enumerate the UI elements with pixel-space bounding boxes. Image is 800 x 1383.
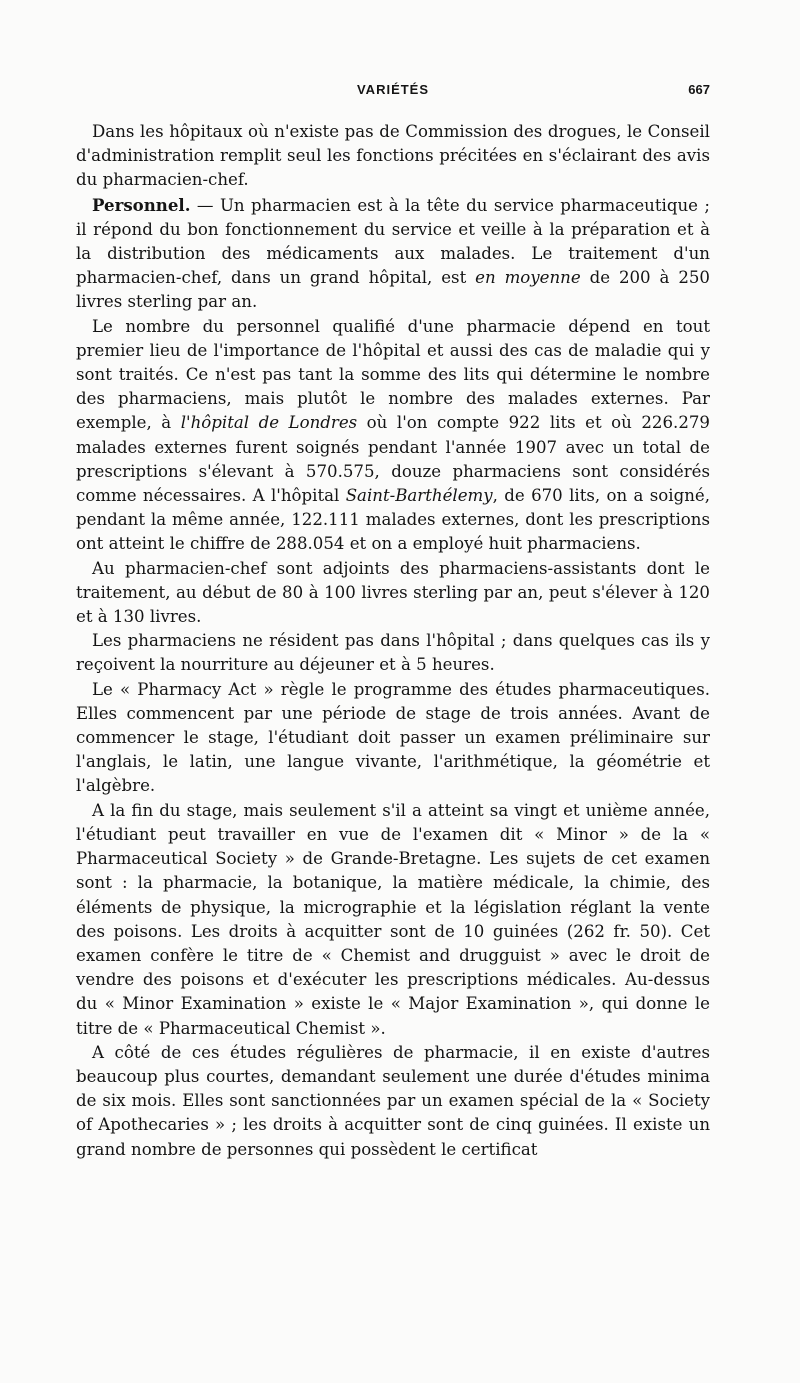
paragraph-text: Au pharmacien-chef sont adjoints des pharmaciens-assistants dont le traitement, au début de 80 à 100 livres sterling par an, peut s'élever à 120 et à 130 livres.: [76, 558, 710, 627]
paragraph-text: — Un pharmacien est à la tête du service pharmaceutique ; il répond du bon fonctionnement du service et veille à la préparation et à la distribution des médicaments aux malades. Le traitement d'un pharmacien-chef, dans un grand hôpital, est: [76, 195, 710, 288]
paragraph-text: A la fin du stage, mais seulement s'il a atteint sa vingt et unième année, l'étudiant peut travailler en vue de l'examen dit « Minor » de la « Pharmaceutical Society » de Grande-Bretagne. Les sujets de cet examen sont : la pharmacie, la botanique, la matière médicale, la chimie, des éléments de physique, la micrographie et la législation réglant la vente des poisons. Les droits à acquitter sont de 10 guinées (262 fr. 50). Cet examen confère le titre de « Chemist and drugguist » avec le droit de vendre des poisons et d'exécuter les prescriptions médicales. Au-dessus du « Minor Examination » existe le « Major Examination », qui donne le titre de « Pharmaceutical Chemist ».: [76, 800, 710, 1038]
paragraph-apothecaries: [76, 1041, 710, 1162]
running-title: VARIÉTÉS: [356, 82, 430, 97]
paragraph-text: Le « Pharmacy Act » règle le programme des études pharmaceutiques. Elles commencent par une période de stage de trois années. Avant de commencer le stage, l'étudiant doit passer un examen préliminaire sur l'anglais, le latin, une langue vivante, l'arithmétique, la géométrie et l'algèbre.: [76, 679, 710, 796]
paragraph-text: où l'on compte 922 lits et où 226.279 malades externes furent soignés pendant l'année 1907 avec un total de prescriptions s'élevant à 570.575, douze pharmaciens sont considérés comme nécessaires. A l'hôpital: [76, 413, 710, 506]
article-body: [76, 120, 710, 1162]
page-number: 667: [688, 82, 710, 97]
paragraph-minor-examination: [76, 799, 710, 1041]
paragraph-residence: [76, 629, 710, 677]
paragraph-text: de 200 à 250 livres sterling par an.: [76, 268, 710, 312]
paragraph-text: Le nombre du personnel qualifié d'une pharmacie dépend en tout premier lieu de l'importance de l'hôpital et aussi des cas de maladie qui y sont traités. Ce n'est pas tant la somme des lits qui détermine le nombre des pharmaciens, mais plutôt le nombre des malades externes. Par exemple, à: [76, 316, 710, 433]
paragraph-text: Les pharmaciens ne résident pas dans l'hôpital ; dans quelques cas ils y reçoivent la nourriture au déjeuner et à 5 heures.: [76, 631, 710, 675]
paragraph-text: A côté de ces études régulières de pharmacie, il en existe d'autres beaucoup plus courtes, demandant seulement une durée d'études minima de six mois. Elles sont sanctionnées par un examen spécial de la « Society of Apothecaries » ; les droits à acquitter sont de cinq guinées. Il existe un grand nombre de personnes qui possèdent le certificat: [76, 1042, 710, 1159]
paragraph-commission: [76, 120, 710, 193]
italic-phrase: en moyenne: [475, 268, 581, 288]
paragraph-text: Dans les hôpitaux où n'existe pas de Commission des drogues, le Conseil d'administration remplit seul les fonctions précitées en s'éclairant des avis du pharmacien-chef.: [76, 122, 710, 190]
paragraph-personnel: [76, 193, 710, 315]
paragraph-assistants: [76, 557, 710, 630]
hospital-name-london: l'hôpital de Londres: [180, 413, 358, 433]
paragraph-text: , de 670 lits, on a soigné, pendant la même année, 122.111 malades externes, dont les prescriptions ont atteint le chiffre de 288.054 et on a employé huit pharmaciens.: [76, 486, 710, 554]
running-header: [76, 82, 710, 104]
hospital-name-saint-barthelemy: Saint-Barthélemy: [345, 486, 493, 506]
section-lead: Personnel.: [92, 194, 191, 215]
paragraph-staff-numbers: [76, 315, 710, 557]
paragraph-pharmacy-act: [76, 678, 710, 799]
